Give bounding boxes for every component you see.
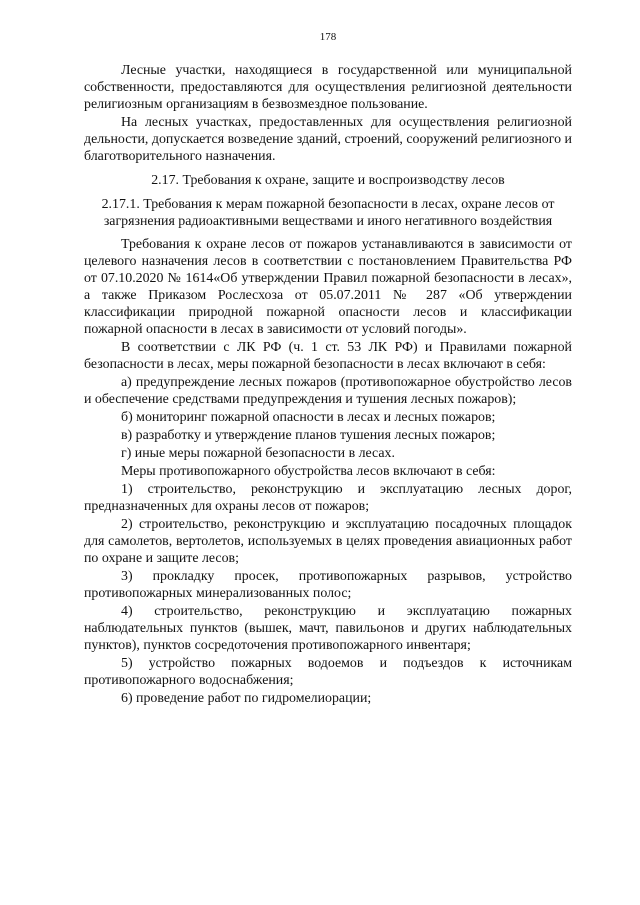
fire-arrangement-item: 3) прокладку просек, противопожарных разрывов, устройство противопожарных минерализованных полос; — [84, 569, 572, 601]
body-paragraph: В соответствии с ЛК РФ (ч. 1 ст. 53 ЛК РФ) и Правилами пожарной безопасности в лесах, меры пожарной безопасности в лесах включают в себя: — [84, 340, 572, 372]
document-page — [84, 30, 572, 708]
safety-measure-item: а) предупреждение лесных пожаров (противопожарное обустройство лесов и обеспечение средствами предупреждения и тушения лесных пожаров); — [84, 375, 572, 407]
fire-arrangement-item: 6) проведение работ по гидромелиорации; — [121, 691, 372, 706]
page-number: 178 — [319, 31, 337, 43]
fire-arrangement-item: 1) строительство, реконструкцию и эксплуатацию лесных дорог, предназначенных для охраны лесов от пожаров; — [84, 482, 572, 514]
fire-arrangement-item: 4) строительство, реконструкцию и эксплуатацию пожарных наблюдательных пунктов (вышек, мачт, павильонов и других наблюдательных пунктов), пунктов сосредоточения противопожарного инвентаря; — [84, 604, 572, 653]
safety-measure-item: г) иные меры пожарной безопасности в лесах. — [121, 446, 395, 461]
fire-arrangement-item: 2) строительство, реконструкцию и эксплуатацию посадочных площадок для самолетов, вертолетов, используемых в целях проведения авиационных работ по охране и защите лесов; — [84, 517, 572, 566]
fire-arrangement-item: 5) устройство пожарных водоемов и подъездов к источникам противопожарного водоснабжения; — [84, 656, 572, 688]
safety-measure-item: в) разработку и утверждение планов тушения лесных пожаров; — [121, 428, 496, 443]
safety-measure-item: б) мониторинг пожарной опасности в лесах и лесных пожаров; — [121, 410, 496, 425]
subsection-heading: 2.17.1. Требования к мерам пожарной безопасности в лесах, охране лесов от загрязнения радиоактивными веществами и иного негативного воздействия — [101, 197, 555, 229]
intro-paragraph: На лесных участках, предоставленных для осуществления религиозной дельности, допускается возведение зданий, строений, сооружений религиозного и благотворительного назначения. — [84, 115, 572, 164]
section-heading: 2.17. Требования к охране, защите и воспроизводству лесов — [151, 173, 505, 188]
intro-paragraph: Лесные участки, находящиеся в государственной или муниципальной собственности, предоставляются для осуществления религиозной деятельности религиозным организациям в безвозмездное пользование. — [84, 63, 572, 112]
fire-arrangement-intro: Меры противопожарного обустройства лесов включают в себя: — [121, 464, 496, 479]
body-paragraph: Требования к охране лесов от пожаров устанавливаются в зависимости от целевого назначения лесов в соответствии с постановлением Правительства РФ от 07.10.2020 № 1614«Об утверждении Правил пожарной безопасности в лесах», а также Приказом Рослесхоза от 05.07.2011 № 287 «Об утверждении классификации природной пожарной опасности лесов и классификации пожарной опасности в лесах в зависимости от условий погоды». — [84, 237, 572, 337]
